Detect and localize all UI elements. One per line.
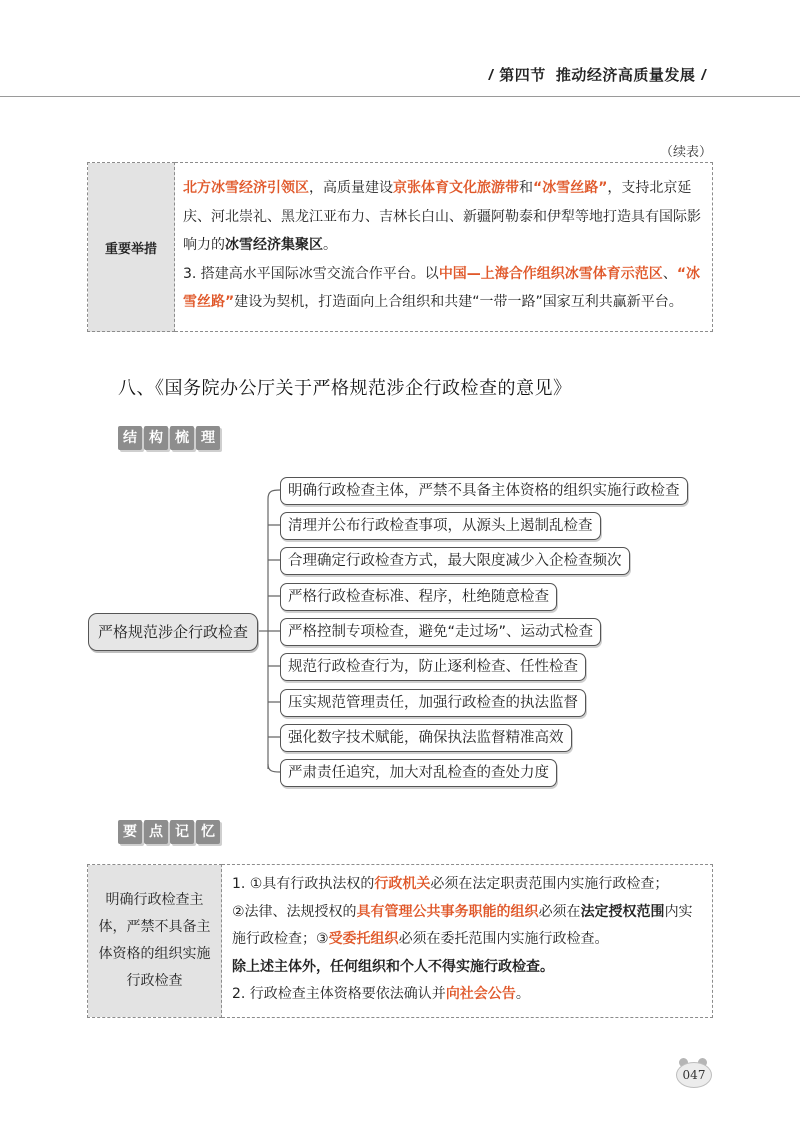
key-point-line-3: 除上述主体外，任何组织和个人不得实施行政检查。: [232, 958, 554, 975]
measures-paragraph-2: 3. 搭建高水平国际冰雪交流合作平台。以中国—上海合作组织冰雪体育示范区、“冰雪丝路”建设为契机，打造面向上合组织和共建“一带一路”国家互利共赢新平台。: [183, 265, 701, 311]
badge-char: 忆: [196, 820, 220, 844]
badge-char: 梳: [170, 426, 194, 450]
mindmap-node: 强化数字技术赋能，确保执法监督精准高效: [280, 724, 572, 752]
key-points-badge: [118, 820, 220, 844]
mindmap-node: 规范行政检查行为，防止逐利检查、任性检查: [280, 653, 586, 681]
key-points-content: [222, 865, 713, 1018]
mindmap-node: 严格行政检查标准、程序，杜绝随意检查: [280, 583, 557, 611]
page-header: / 第四节 推动经济高质量发展 /: [488, 66, 706, 84]
connector-bottom: [268, 764, 280, 772]
mindmap-node: 压实规范管理责任，加强行政检查的执法监督: [280, 689, 586, 717]
connector-branches: [268, 525, 280, 737]
mindmap-node: 严格控制专项检查，避免“走过场”、运动式检查: [280, 618, 601, 646]
measures-label: 重要举措: [88, 163, 175, 332]
mindmap-node: 严肃责任追究，加大对乱检查的查处力度: [280, 759, 557, 787]
continued-label: （续表）: [659, 145, 712, 160]
badge-char: 记: [170, 820, 194, 844]
mindmap-node: 明确行政检查主体，严禁不具备主体资格的组织实施行政检查: [280, 477, 688, 505]
key-point-line-1: 1. ①具有行政执法权的行政机关必须在法定职责范围内实施行政检查；: [232, 876, 669, 892]
key-points-table: [87, 864, 713, 1018]
key-point-line-2: ②法律、法规授权的具有管理公共事务职能的组织必须在法定授权范围内实施行政检查；③受委托组织必须在委托范围内实施行政检查。: [232, 903, 693, 947]
header-section: 第四节: [499, 66, 546, 84]
connector-top: [268, 490, 280, 499]
mindmap-node: 合理确定行政检查方式，最大限度减少入企检查频次: [280, 547, 630, 575]
page-number-badge: [676, 1058, 710, 1088]
mindmap-root: 严格规范涉企行政检查: [88, 613, 258, 651]
section-8-title: 八、《国务院办公厅关于严格规范涉企行政检查的意见》: [118, 378, 572, 399]
page-number: 047: [676, 1062, 712, 1088]
header-title: 推动经济高质量发展: [555, 66, 696, 84]
measures-paragraph-1: 北方冰雪经济引领区，高质量建设京张体育文化旅游带和“冰雪丝路”，支持北京延庆、河北崇礼、黑龙江亚布力、吉林长白山、新疆阿勒泰和伊犁等地打造具有国际影响力的冰雪经济集聚区。: [183, 180, 701, 254]
key-points-label: 明确行政检查主体，严禁不具备主体资格的组织实施行政检查: [88, 865, 222, 1018]
badge-char: 结: [118, 426, 142, 450]
badge-char: 要: [118, 820, 142, 844]
key-point-line-4: 2. 行政检查主体资格要依法确认并向社会公告。: [232, 986, 530, 1002]
badge-char: 点: [144, 820, 168, 844]
badge-char: 构: [144, 426, 168, 450]
mindmap-node: 清理并公布行政检查事项，从源头上遏制乱检查: [280, 512, 601, 540]
badge-char: 理: [196, 426, 220, 450]
